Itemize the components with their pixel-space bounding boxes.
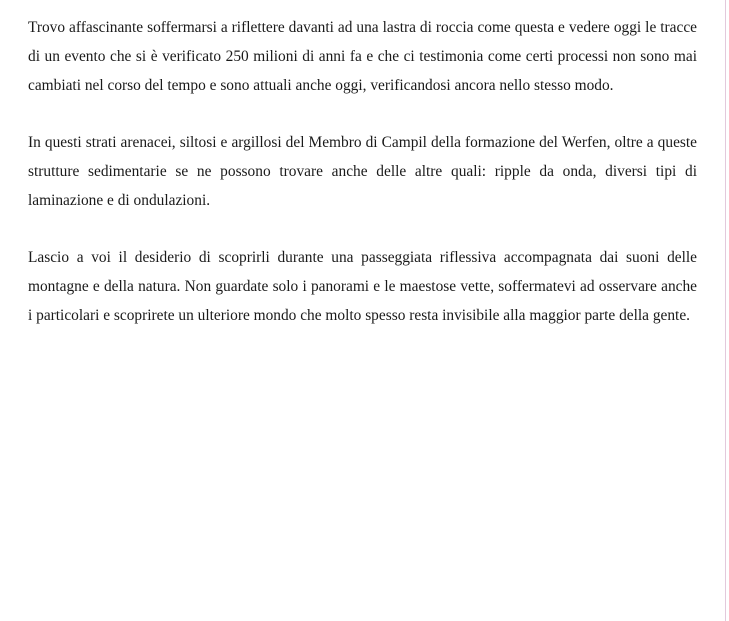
paragraph-3: Lascio a voi il desiderio di scoprirli durante una passeggiata riflessiva accompagnata dai suoni delle montagne e della natura. Non guardate solo i panorami e le maestose vette, soffermatevi ad osservare anche i particolari e scoprirete un ulteriore mondo che molto spesso resta invisibile alla maggior parte della gente.	[28, 249, 697, 324]
paragraph-1: Trovo affascinante soffermarsi a riflettere davanti ad una lastra di roccia come questa e vedere oggi le tracce di un evento che si è verificato 250 milioni di anni fa e che ci testimonia come certi processi non sono mai cambiati nel corso del tempo e sono attuali anche oggi, verificandosi ancora nello stesso modo.	[28, 19, 697, 94]
paragraph-2: In questi strati arenacei, siltosi e argillosi del Membro di Campil della formazione del Werfen, oltre a queste strutture sedimentarie se ne possono trovare anche delle altre quali: ripple da onda, diversi tipi di laminazione e di ondulazioni.	[28, 134, 697, 209]
document-body	[28, 14, 697, 331]
